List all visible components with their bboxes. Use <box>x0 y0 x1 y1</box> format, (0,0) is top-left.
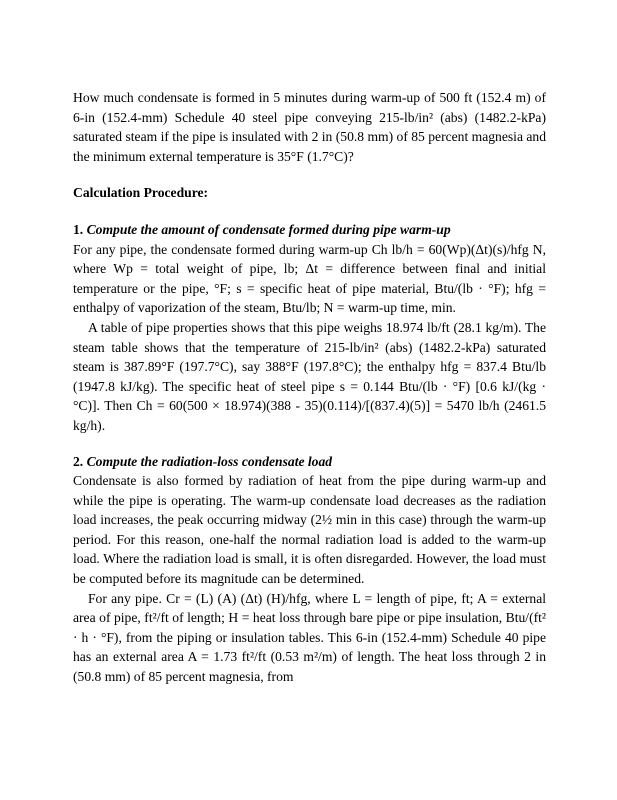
step-2-heading <box>73 452 546 472</box>
step-2-title: Compute the radiation-loss condensate load <box>86 453 333 469</box>
step-1-paragraph-1: For any pipe, the condensate formed during warm-up Ch lb/h = 60(Wp)(Δt)(s)/hfg N, where Wp = total weight of pipe, lb; Δt = difference between final and initial temperature or the pipe, °F; s = specific heat of pipe material, Btu/(lb · °F); hfg = enthalpy of vaporization of the steam, Btu/lb; N = warm-up time, min. <box>73 241 546 316</box>
step-1-heading <box>73 220 546 240</box>
step-1-number: 1. <box>73 221 84 237</box>
document-page <box>73 88 546 687</box>
step-1-title: Compute the amount of condensate formed during pipe warm-up <box>86 221 451 237</box>
problem-statement: How much condensate is formed in 5 minutes during warm-up of 500 ft (152.4 m) of 6-in (152.4-mm) Schedule 40 steel pipe conveying 215-lb/in² (abs) (1482.2-kPa) saturated steam if the pipe is insulated with 2 in (50.8 mm) of 85 percent magnesia and the minimum external temperature is 35°F (1.7°C)? <box>73 90 547 164</box>
step-2-number: 2. <box>73 453 84 469</box>
calculation-procedure-heading: Calculation Procedure: <box>73 185 209 201</box>
step-2-paragraph-1: Condensate is also formed by radiation of heat from the pipe during warm-up and while the pipe is operating. The warm-up condensate load decreases as the radiation load increases, the peak occurring midway (2½ min in this case) through the warm-up period. For this reason, one-half the normal radiation load is added to the warm-up load. Where the radiation load is small, it is often disregarded. However, the load must be computed before its magnitude can be determined. <box>73 473 546 587</box>
step-2-paragraph-2: For any pipe. Cr = (L) (A) (Δt) (H)/hfg, where L = length of pipe, ft; A = external area of pipe, ft²/ft of length; H = heat loss through bare pipe or pipe insulation, Btu/(ft² · h · °F), from the piping or insulation tables. This 6-in (152.4-mm) Schedule 40 pipe has an external area A = 1.73 ft²/ft (0.53 m²/m) of length. The heat loss through 2 in (50.8 mm) of 85 percent magnesia, from <box>73 590 546 685</box>
step-1-paragraph-2: A table of pipe properties shows that this pipe weighs 18.974 lb/ft (28.1 kg/m). The steam table shows that the temperature of 215-lb/in² (abs) (1482.2-kPa) saturated steam is 387.89°F (197.7°C), say 388°F (197.8°C); the enthalpy hfg = 837.4 Btu/lb (1947.8 kJ/kg). The specific heat of steel pipe s = 0.144 Btu/(lb · °F) [0.6 kJ/(kg · °C)]. Then Ch = 60(500 × 18.974)(388 - 35)(0.114)/[(837.4)(5)] = 5470 lb/h (2461.5 kg/h). <box>73 319 546 433</box>
